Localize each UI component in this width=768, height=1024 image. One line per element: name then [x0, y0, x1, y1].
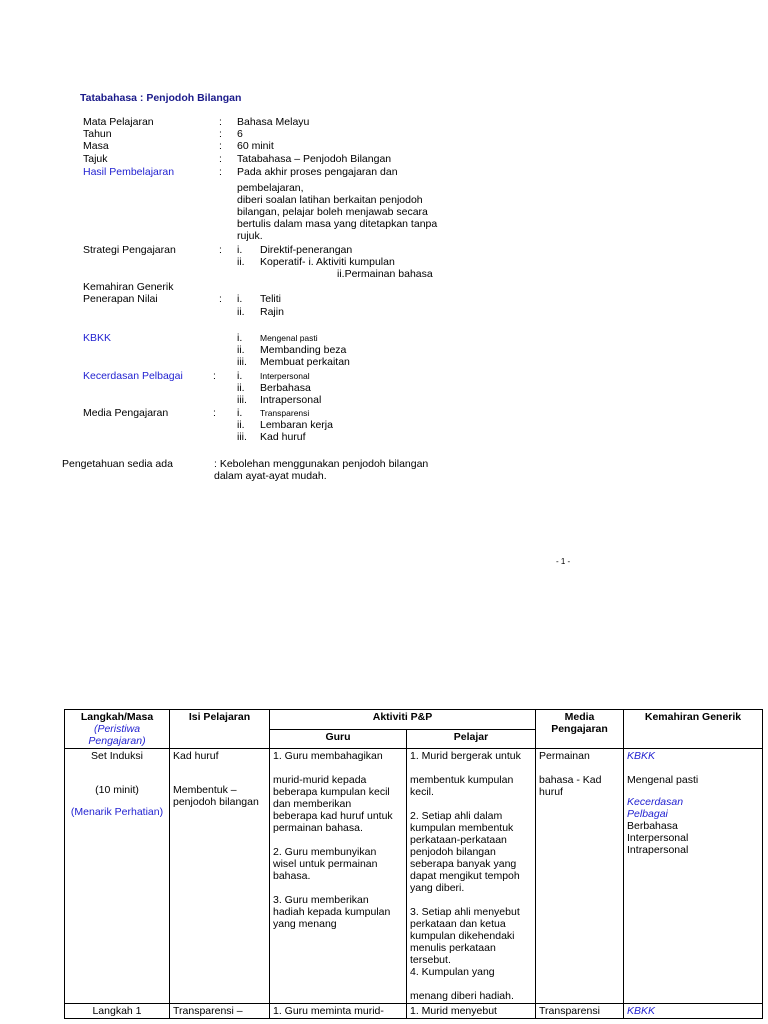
header-aktiviti: Aktiviti P&P — [270, 710, 536, 730]
kecerdasan-label: Kecerdasan Pelbagai — [627, 796, 684, 820]
cell-isi: Transparensi – — [170, 1004, 270, 1019]
numeral: i. — [237, 293, 243, 305]
header-media: Media Pengajaran — [536, 710, 624, 749]
lesson-plan-table — [64, 709, 763, 1019]
pelajar-line: 4. Kumpulan yang — [410, 966, 495, 978]
cell-isi — [170, 749, 270, 1004]
hasil-line: pembelajaran, — [237, 182, 304, 194]
masa-text: (10 minit) — [95, 784, 139, 796]
label-hasil-pembelajaran: Hasil Pembelajaran — [83, 166, 175, 178]
strategi-item: Koperatif- i. Aktiviti kumpulan — [260, 256, 395, 268]
header-kemahiran: Kemahiran Generik — [624, 710, 763, 749]
label-penerapan-nilai: Penerapan Nilai — [83, 293, 158, 305]
numeral: i. — [237, 244, 243, 256]
table-row — [65, 749, 763, 1004]
pelajar-line: menulis perkataan — [410, 942, 496, 954]
pelajar-line: penjodoh bilangan — [410, 846, 496, 858]
guru-line: dan memberikan — [273, 798, 352, 810]
kbkk-item: Membuat perkaitan — [260, 356, 350, 368]
table-header-row — [65, 710, 763, 730]
header-langkah — [65, 710, 170, 749]
pelajar-line: menang diberi hadiah. — [410, 990, 514, 1002]
header-pelajar: Pelajar — [407, 729, 536, 749]
numeral: i. — [237, 370, 243, 382]
media-line: huruf — [539, 786, 563, 798]
pelajar-line: perkataan dan ketua — [410, 918, 506, 930]
pelajar-line: 3. Setiap ahli menyebut — [410, 906, 520, 918]
label-mata-pelajaran: Mata Pelajaran — [83, 116, 154, 128]
cell-langkah — [65, 749, 170, 1004]
guru-line — [273, 882, 403, 894]
label-kemahiran-generik: Kemahiran Generik — [83, 281, 174, 293]
media-line: Permainan — [539, 750, 590, 762]
document-title: Tatabahasa : Penjodoh Bilangan — [80, 92, 242, 104]
numeral: iii. — [237, 394, 247, 406]
value-pengetahuan-line: : Kebolehan menggunakan penjodoh bilangan — [214, 458, 429, 470]
colon: : — [213, 407, 216, 419]
media-line: bahasa - Kad — [539, 774, 602, 786]
guru-line: murid-murid kepada — [273, 774, 367, 786]
label-kbkk: KBKK — [83, 332, 112, 344]
numeral: i. — [237, 332, 243, 344]
guru-line: wisel untuk permainan — [273, 858, 378, 870]
pelajar-line: dapat mengikut tempoh — [410, 870, 520, 882]
cell-pelajar: 1. Murid menyebut — [407, 1004, 536, 1019]
numeral: iii. — [237, 431, 247, 443]
value-tajuk: Tatabahasa – Penjodoh Bilangan — [237, 153, 392, 165]
pelajar-line — [410, 894, 532, 906]
guru-line: hadiah kepada kumpulan — [273, 906, 391, 918]
label-media: Media Pengajaran — [83, 407, 169, 419]
langkah-text: Set Induksi — [91, 750, 143, 762]
pelajar-line: kecil. — [410, 786, 434, 798]
kecerdasan-item: Berbahasa — [260, 382, 311, 394]
kbkk-item: Mengenal pasti — [260, 333, 318, 343]
cell-langkah: Langkah 1 — [65, 1004, 170, 1019]
cell-kemahiran — [624, 749, 763, 1004]
hasil-line: diberi soalan latihan berkaitan penjodoh — [237, 194, 423, 206]
cell-media — [536, 749, 624, 1004]
header-peristiwa-text: (Peristiwa Pengajaran) — [88, 723, 146, 747]
cell-guru: 1. Guru meminta murid- — [270, 1004, 407, 1019]
media-item: Kad huruf — [260, 431, 306, 443]
cell-guru — [270, 749, 407, 1004]
table-row — [65, 1004, 763, 1019]
guru-line: yang menang — [273, 918, 337, 930]
pelajar-line: kumpulan dikehendaki — [410, 930, 515, 942]
label-masa: Masa — [83, 140, 109, 152]
colon: : — [219, 153, 222, 165]
label-tahun: Tahun — [83, 128, 112, 140]
numeral: i. — [237, 407, 243, 419]
kbkk-item: Mengenal pasti — [627, 774, 699, 786]
kecerdasan-item: Berbahasa — [627, 820, 678, 832]
guru-line: beberapa kad huruf untuk — [273, 810, 393, 822]
label-kecerdasan: Kecerdasan Pelbagai — [83, 370, 183, 382]
guru-line — [273, 762, 403, 774]
pelajar-line: 1. Murid bergerak untuk — [410, 750, 521, 762]
colon: : — [219, 244, 222, 256]
colon: : — [213, 370, 216, 382]
header-guru: Guru — [270, 729, 407, 749]
pelajar-line: membentuk kumpulan — [410, 774, 514, 786]
label-strategi: Strategi Pengajaran — [83, 244, 176, 256]
strategi-item: Direktif-penerangan — [260, 244, 353, 256]
media-line — [539, 762, 620, 774]
guru-line — [273, 834, 403, 846]
pelajar-line — [410, 762, 532, 774]
kecerdasan-item: Intrapersonal — [627, 844, 689, 856]
numeral: ii. — [237, 306, 245, 318]
numeral: iii. — [237, 356, 247, 368]
guru-line: 3. Guru memberikan — [273, 894, 369, 906]
pelajar-line: seberapa banyak yang — [410, 858, 517, 870]
numeral: ii. — [237, 256, 245, 268]
guru-line: 1. Guru membahagikan — [273, 750, 383, 762]
value-masa: 60 minit — [237, 140, 274, 152]
guru-line: 2. Guru membunyikan — [273, 846, 377, 858]
colon: : — [219, 166, 222, 178]
isi-text: Kad huruf — [173, 750, 219, 762]
colon: : — [219, 128, 222, 140]
header-isi: Isi Pelajaran — [170, 710, 270, 749]
value-tahun: 6 — [237, 128, 243, 140]
pelajar-line — [410, 798, 532, 810]
isi-text: Membentuk – penjodoh bilangan — [173, 784, 259, 808]
guru-line: permainan bahasa. — [273, 822, 363, 834]
peristiwa-text: (Menarik Perhatian) — [70, 806, 164, 818]
nilai-item: Rajin — [260, 306, 284, 318]
kbkk-label: KBKK — [627, 750, 656, 762]
value-pengetahuan-line: dalam ayat-ayat mudah. — [214, 470, 327, 482]
hasil-line: bilangan, pelajar boleh menjawab secara — [237, 206, 428, 218]
media-item: Lembaran kerja — [260, 419, 333, 431]
header-langkah-text: Langkah/Masa — [80, 711, 154, 723]
media-item: Transparensi — [260, 408, 310, 418]
strategi-item: ii.Permainan bahasa — [337, 268, 433, 280]
pelajar-line — [410, 978, 532, 990]
numeral: ii. — [237, 344, 245, 356]
cell-pelajar — [407, 749, 536, 1004]
pelajar-line: yang diberi. — [410, 882, 465, 894]
kbkk-item: Membanding beza — [260, 344, 347, 356]
label-tajuk: Tajuk — [83, 153, 108, 165]
pelajar-line: perkataan-perkataan — [410, 834, 507, 846]
hasil-line: rujuk. — [237, 230, 263, 242]
cell-kemahiran: KBKK — [624, 1004, 763, 1019]
guru-line: beberapa kumpulan kecil — [273, 786, 390, 798]
numeral: ii. — [237, 419, 245, 431]
pelajar-line: tersebut. — [410, 954, 451, 966]
pelajar-line: kumpulan membentuk — [410, 822, 514, 834]
colon: : — [219, 293, 222, 305]
page-number: - 1 - — [556, 557, 571, 566]
pelajar-line: 2. Setiap ahli dalam — [410, 810, 503, 822]
kecerdasan-item: Interpersonal — [627, 832, 689, 844]
colon: : — [219, 116, 222, 128]
cell-media: Transparensi — [536, 1004, 624, 1019]
colon: : — [219, 140, 222, 152]
guru-line: bahasa. — [273, 870, 311, 882]
numeral: ii. — [237, 382, 245, 394]
hasil-line: bertulis dalam masa yang ditetapkan tanpa — [237, 218, 438, 230]
value-hasil-pembelajaran — [237, 166, 437, 242]
value-mata-pelajaran: Bahasa Melayu — [237, 116, 310, 128]
kecerdasan-item: Intrapersonal — [260, 394, 322, 406]
hasil-line: Pada akhir proses pengajaran dan — [237, 166, 398, 178]
label-pengetahuan: Pengetahuan sedia ada — [62, 458, 173, 470]
nilai-item: Teliti — [260, 293, 282, 305]
kecerdasan-item: Interpersonal — [260, 371, 310, 381]
